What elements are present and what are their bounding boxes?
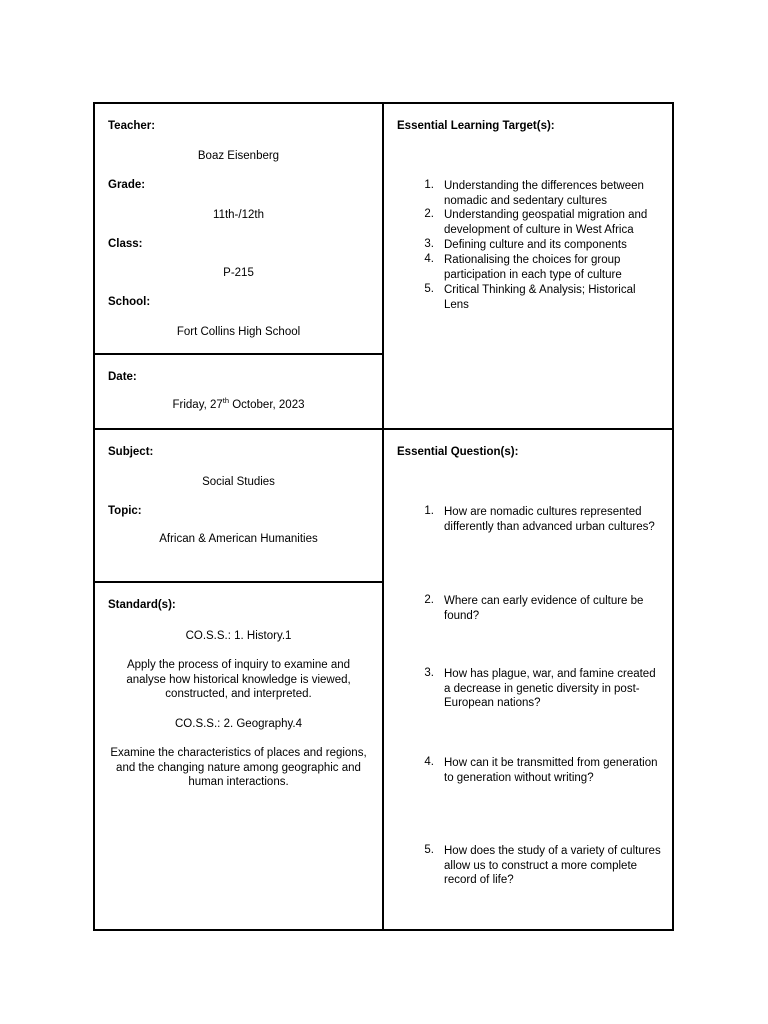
date-cell (93, 353, 384, 430)
standard-1-code: CO.S.S.: 1. History.1 (185, 630, 292, 642)
essential-questions-label: Essential Question(s): (397, 446, 519, 458)
class-label: Class: (108, 238, 143, 250)
standard-2-description: Examine the characteristics of places and regions, and the changing nature among geographic and human interactions. (110, 747, 367, 789)
topic-label: Topic: (108, 505, 142, 517)
subject-cell (93, 428, 384, 583)
standards-cell (93, 581, 384, 931)
date-day: Friday, 27 (172, 399, 223, 411)
lesson-plan-grid (93, 102, 674, 931)
school-label: School: (108, 296, 151, 308)
learning-targets-cell: Essential Learning Target(s): 1. Understanding the differences between nomadic and sedentary cultures 2. Understanding geospatial migration and development of culture in West Africa 3. Defining culture and its components 4. Rationalising the choices for group participation in each type of culture 5. Critical Thinking & Analysis; Historical Lens (382, 102, 674, 430)
essential-questions-cell: Essential Question(s): 1. How are nomadic cultures represented differently than advanced urban cultures? 2. Where can early evidence of culture be found? 3. How has plague, war, and famine created a decrease in genetic diversity in post-European nations? 4. How can it be transmitted from generation to generation without writing? 5. How does the study of a variety of cultures allow us to construct a more complete record of life? (382, 428, 674, 931)
standard-2-code: CO.S.S.: 2. Geography.4 (175, 718, 302, 730)
date-suffix: th (222, 396, 230, 406)
standards-label: Standard(s): (108, 599, 176, 611)
teacher-name: Boaz Eisenberg (197, 150, 280, 162)
topic-value: African & American Humanities (159, 533, 318, 545)
grade-label: Grade: (108, 179, 146, 191)
date-label: Date: (108, 371, 137, 383)
learning-targets-label: Essential Learning Target(s): (397, 120, 555, 132)
class-value: P-215 (223, 267, 254, 279)
subject-value: Social Studies (202, 476, 275, 488)
subject-label: Subject: (108, 446, 154, 458)
teacher-info-cell (93, 102, 384, 355)
grade-value: 11th-/12th (213, 209, 264, 221)
teacher-label: Teacher: (108, 120, 156, 132)
date-value (95, 396, 382, 411)
date-rest: October, 2023 (229, 399, 305, 411)
standard-1-description: Apply the process of inquiry to examine and analyse how historical knowledge is viewed, constructed, and interpreted. (126, 659, 351, 701)
school-value: Fort Collins High School (176, 326, 301, 338)
